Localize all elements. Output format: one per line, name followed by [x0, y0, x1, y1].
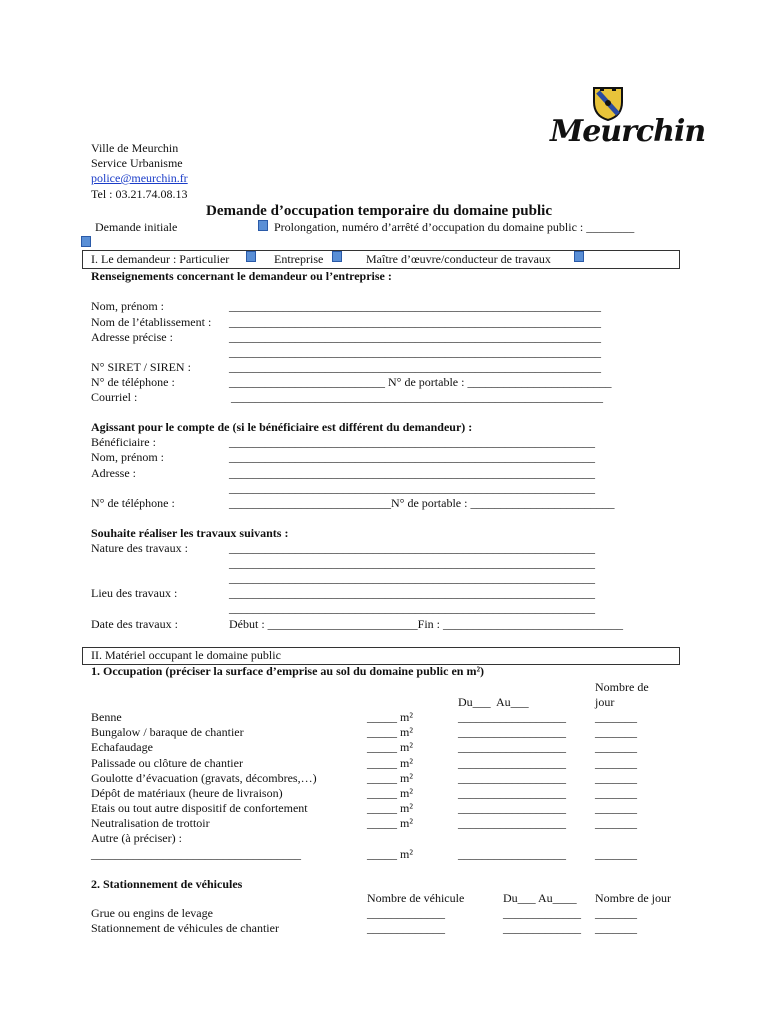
- autre-jours[interactable]: _______: [595, 847, 637, 861]
- occupation-row-m2[interactable]: _____ m²: [367, 801, 413, 815]
- occupation-row-jours[interactable]: _______: [595, 816, 637, 830]
- occupation-row-jours[interactable]: _______: [595, 801, 637, 815]
- st-row-jours[interactable]: _______: [595, 921, 637, 935]
- logo: [548, 86, 706, 150]
- demandeur-heading: Renseignements concernant le demandeur ou l’entreprise :: [91, 269, 392, 283]
- occupation-row-dates[interactable]: __________________: [458, 740, 566, 754]
- etab-label: Nom de l’établissement :: [91, 315, 212, 329]
- initial-request-label: Demande initiale: [95, 220, 178, 234]
- autre-m2[interactable]: _____ m²: [367, 847, 413, 861]
- occupation-row-jours[interactable]: _______: [595, 710, 637, 724]
- tel-field[interactable]: __________________________ N° de portable : ________________________: [229, 375, 612, 389]
- maitre-checkbox[interactable]: [574, 251, 584, 262]
- prolongation-checkbox[interactable]: [258, 220, 268, 231]
- page-title: Demande d’occupation temporaire du domaine public: [206, 203, 552, 219]
- occupation-heading: 1. Occupation (préciser la surface d’emprise au sol du domaine public en m²): [91, 664, 485, 678]
- occupation-row-dates[interactable]: __________________: [458, 771, 566, 785]
- st-row-jours[interactable]: _______: [595, 906, 637, 920]
- occupation-row-jours[interactable]: _______: [595, 740, 637, 754]
- entreprise-checkbox[interactable]: [332, 251, 342, 262]
- beneficiaire-adresse-field[interactable]: _____________________________________________________________: [229, 466, 595, 480]
- prolongation-label: Prolongation, numéro d’arrêté d’occupation du domaine public : ________: [274, 220, 635, 234]
- email-link[interactable]: police@meurchin.fr: [91, 171, 188, 185]
- occupation-row-dates[interactable]: __________________: [458, 756, 566, 770]
- occupation-row-label: Goulotte d’évacuation (gravats, décombres,…): [91, 771, 317, 785]
- beneficiaire-tel-field[interactable]: ___________________________N° de portable : ________________________: [229, 496, 615, 510]
- nature-field-2[interactable]: _____________________________________________________________: [229, 556, 595, 570]
- lieu-label: Lieu des travaux :: [91, 586, 178, 600]
- occupation-row-m2[interactable]: _____ m²: [367, 740, 413, 754]
- occupation-row-label: Echafaudage: [91, 740, 153, 754]
- tel-label: N° de téléphone :: [91, 375, 175, 389]
- nature-label: Nature des travaux :: [91, 541, 188, 555]
- nature-field-3[interactable]: _____________________________________________________________: [229, 571, 595, 585]
- occupation-row-jours[interactable]: _______: [595, 771, 637, 785]
- occupation-row-label: Benne: [91, 710, 122, 724]
- adresse-field-2[interactable]: ______________________________________________________________: [229, 345, 601, 359]
- beneficiaire-nom-field[interactable]: _____________________________________________________________: [229, 450, 595, 464]
- occupation-row-m2[interactable]: _____ m²: [367, 786, 413, 800]
- date-field[interactable]: Début : _________________________Fin : ______________________________: [229, 617, 624, 631]
- st-row-label: Grue ou engins de levage: [91, 906, 213, 920]
- courriel-field[interactable]: ______________________________________________________________: [231, 390, 603, 404]
- occupation-row-label: Dépôt de matériaux (heure de livraison): [91, 786, 283, 800]
- occupation-row-dates[interactable]: __________________: [458, 786, 566, 800]
- stationnement-heading: 2. Stationnement de véhicules: [91, 877, 243, 891]
- st-col-dates: Du___ Au____: [503, 891, 577, 905]
- occupation-row-dates[interactable]: __________________: [458, 725, 566, 739]
- etab-field[interactable]: ______________________________________________________________: [229, 315, 601, 329]
- autre-label: Autre (à préciser) :: [91, 831, 182, 845]
- occupation-row-jours[interactable]: _______: [595, 756, 637, 770]
- occupation-row-label: Bungalow / baraque de chantier: [91, 725, 244, 739]
- siret-label: N° SIRET / SIREN :: [91, 360, 191, 374]
- nature-field[interactable]: _____________________________________________________________: [229, 541, 595, 555]
- autre-field[interactable]: ___________________________________: [91, 847, 301, 861]
- maitre-label: Maître d’œuvre/conducteur de travaux: [366, 252, 551, 266]
- nom-field[interactable]: ______________________________________________________________: [229, 299, 601, 313]
- occupation-row-label: Palissade ou clôture de chantier: [91, 756, 243, 770]
- st-row-vehicules[interactable]: _____________: [367, 906, 445, 920]
- occupation-row-dates[interactable]: __________________: [458, 710, 566, 724]
- beneficiaire-tel-label: N° de téléphone :: [91, 496, 175, 510]
- col-dates: Du___ Au___: [458, 695, 529, 709]
- initial-request-checkbox[interactable]: [81, 236, 91, 247]
- phone-number: Tel : 03.21.74.08.13: [91, 187, 188, 201]
- occupation-row-dates[interactable]: __________________: [458, 801, 566, 815]
- section-1-label: I. Le demandeur : Particulier: [91, 252, 230, 266]
- beneficiaire-field[interactable]: _____________________________________________________________: [229, 435, 595, 449]
- autre-dates[interactable]: __________________: [458, 847, 566, 861]
- lieu-field-2[interactable]: _____________________________________________________________: [229, 601, 595, 615]
- occupation-row-jours[interactable]: _______: [595, 786, 637, 800]
- occupation-row-m2[interactable]: _____ m²: [367, 725, 413, 739]
- occupation-row-m2[interactable]: _____ m²: [367, 816, 413, 830]
- entreprise-label: Entreprise: [274, 252, 324, 266]
- occupation-row-label: Etais ou tout autre dispositif de confortement: [91, 801, 308, 815]
- st-row-label: Stationnement de véhicules de chantier: [91, 921, 279, 935]
- beneficiaire-adresse-field-2[interactable]: _____________________________________________________________: [229, 481, 595, 495]
- nom-label: Nom, prénom :: [91, 299, 164, 313]
- occupation-row-m2[interactable]: _____ m²: [367, 771, 413, 785]
- travaux-heading: Souhaite réaliser les travaux suivants :: [91, 526, 289, 540]
- col-jours-1: Nombre de: [595, 680, 649, 694]
- beneficiaire-label: Bénéficiaire :: [91, 435, 156, 449]
- date-label: Date des travaux :: [91, 617, 178, 631]
- col-jours-2: jour: [595, 695, 615, 709]
- courriel-label: Courriel :: [91, 390, 138, 404]
- compte-heading: Agissant pour le compte de (si le bénéficiaire est différent du demandeur) :: [91, 420, 473, 434]
- adresse-field[interactable]: ______________________________________________________________: [229, 330, 601, 344]
- st-row-dates[interactable]: _____________: [503, 906, 581, 920]
- section-2-label: II. Matériel occupant le domaine public: [91, 648, 281, 662]
- st-col-vehicules: Nombre de véhicule: [367, 891, 465, 905]
- siret-field[interactable]: ______________________________________________________________: [229, 360, 601, 374]
- occupation-row-m2[interactable]: _____ m²: [367, 756, 413, 770]
- lieu-field[interactable]: _____________________________________________________________: [229, 586, 595, 600]
- city-name: Ville de Meurchin: [91, 141, 179, 155]
- occupation-row-m2[interactable]: _____ m²: [367, 710, 413, 724]
- occupation-row-dates[interactable]: __________________: [458, 816, 566, 830]
- particulier-checkbox[interactable]: [246, 251, 256, 262]
- beneficiaire-adresse-label: Adresse :: [91, 466, 136, 480]
- st-row-vehicules[interactable]: _____________: [367, 921, 445, 935]
- occupation-row-label: Neutralisation de trottoir: [91, 816, 210, 830]
- st-row-dates[interactable]: _____________: [503, 921, 581, 935]
- st-col-jours: Nombre de jour: [595, 891, 671, 905]
- adresse-label: Adresse précise :: [91, 330, 173, 344]
- logo-text: Meurchin: [550, 114, 706, 149]
- occupation-row-jours[interactable]: _______: [595, 725, 637, 739]
- service-name: Service Urbanisme: [91, 156, 183, 170]
- beneficiaire-nom-label: Nom, prénom :: [91, 450, 164, 464]
